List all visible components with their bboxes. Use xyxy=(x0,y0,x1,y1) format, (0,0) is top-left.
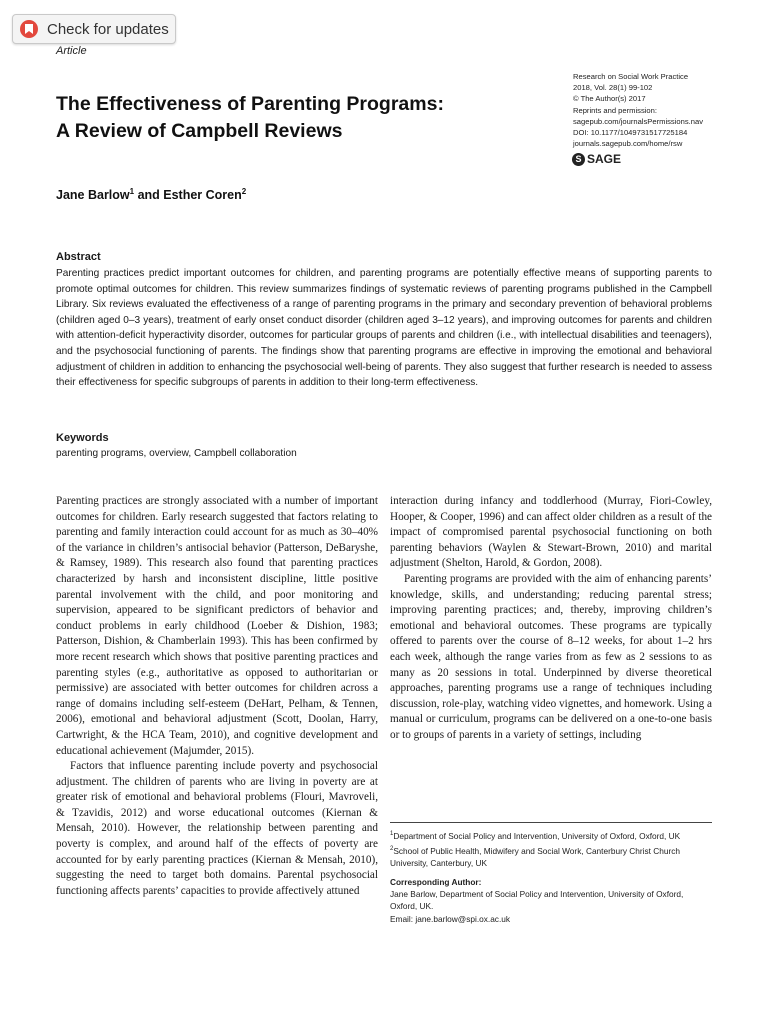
sage-logo-text: SAGE xyxy=(587,152,622,166)
check-for-updates-label: Check for updates xyxy=(47,20,169,38)
journal-name: Research on Social Work Practice xyxy=(573,72,689,81)
journal-doi[interactable]: DOI: 10.1177/1049731517725184 xyxy=(573,128,688,138)
footnotes xyxy=(390,829,712,928)
body-paragraph: Factors that influence parenting include poverty and psychosocial adjustment. The children of parents who are living in poverty are at greater risk of emotional and behavioral problems (Flouri, Mavroveli, & Tzavidis, 2012) and worse educational outcomes (Kiernan & Mensah, 2010). However, the relationship between parenting and poverty is complex, and around half of the effects of poverty are accounted for by early parenting practices (Kiernan & Mensah, 2010), suggesting the need to target both domains. Parental psychosocial functioning affects parents’ capacities to provide affectively attuned xyxy=(56,760,378,897)
journal-permissions-link[interactable]: sagepub.com/journalsPermissions.nav xyxy=(573,116,704,126)
article-title-line1: The Effectiveness of Parenting Programs: xyxy=(56,93,444,115)
journal-metadata xyxy=(573,71,743,149)
check-for-updates-button[interactable] xyxy=(12,14,176,44)
author-conjunction: and xyxy=(134,188,164,203)
author-name: Esther Coren xyxy=(163,188,242,203)
check-for-updates-icon xyxy=(19,19,39,39)
journal-volume: 2018, Vol. 28(1) 99-102 xyxy=(573,83,653,93)
affiliation-marker: 1 xyxy=(129,187,135,196)
sage-logo-icon: S xyxy=(572,153,585,166)
sage-logo xyxy=(572,152,621,166)
footnote-divider xyxy=(390,822,712,823)
footnote-marker: 2 xyxy=(390,846,394,853)
journal-copyright: © The Author(s) 2017 xyxy=(573,94,646,104)
article-title xyxy=(56,91,536,145)
keywords-text: parenting programs, overview, Campbell collaboration xyxy=(56,448,297,459)
keywords-heading: Keywords xyxy=(56,432,109,444)
body-paragraph: Parenting programs are provided with the aim of enhancing parents’ knowledge, skills, and understanding; reducing parental stress; improving parenting practices; and, thereby, improving children’s emotional and behavioral outcomes. These programs are typically offered to parents over the course of 8–12 weeks, for about 1–2 hrs each week, although the range varies from as few as 2 sessions to as many as 20 sessions in total. Underpinned by diverse theoretical approaches, parenting programs use a range of techniques including discussion, role-play, watching video vignettes, and homework. Using a manual or curriculum, programs can be delivered on a one-to-one basis or to groups of parents in a variety of settings, including xyxy=(390,572,712,741)
affiliation-footnote xyxy=(390,844,712,869)
affiliation-footnote xyxy=(390,829,712,842)
corresponding-author-text: Jane Barlow, Department of Social Policy and Intervention, University of Oxford, Oxford, UK. xyxy=(390,888,684,911)
corresponding-author-heading: Corresponding Author: xyxy=(390,877,482,888)
article-title-line2: A Review of Campbell Reviews xyxy=(56,120,343,142)
journal-reprints: Reprints and permission: xyxy=(573,105,657,115)
abstract-heading: Abstract xyxy=(56,251,101,263)
author-name: Jane Barlow xyxy=(56,188,130,203)
article-type-label: Article xyxy=(56,45,87,57)
body-column-right xyxy=(390,494,712,744)
affiliation-marker: 2 xyxy=(241,187,247,196)
affiliation-text: School of Public Health, Midwifery and Social Work, Canterbury Christ Church University, Canterbury, UK xyxy=(390,846,681,868)
footnote-marker: 1 xyxy=(390,831,394,837)
body-paragraph: interaction during infancy and toddlerhood (Murray, Fiori-Cowley, Hooper, & Cooper, 1996) and can affect older children as a result of the impact of compromised parental psychosocial functioning on both parenting behaviors (Waylen & Stewart-Brown, 2010) and marital adjustment (Shelton, Harold, & Gordon, 2008). xyxy=(390,495,712,570)
corresponding-author-email[interactable]: Email: jane.barlow@spi.ox.ac.uk xyxy=(390,914,511,925)
body-paragraph: Parenting practices are strongly associated with a number of important outcomes for children. Early research suggested that factors relating to parenting and family interaction could account for as much as 30–40% of the variance in children’s antisocial behavior (Patterson, DeBaryshe, & Ramsey, 1989). This research also found that parenting practices characterized by harsh and inconsistent discipline, little positive parental involvement with the child, and poor monitoring and supervision, appeared to be significant predictors of behavior and conduct problems in early childhood (Loeber & Dishion, 1983; Patterson, Dishion, & Chamberlain 1993). This has been confirmed by more recent research which shows that positive parenting practices and parenting styles (e.g., authoritative as opposed to authoritarian or permissive) are associated with better outcomes for children across a range of domains including self-esteem (DeHart, Pelham, & Tennen, 2006), emotional and behavioral adjustment (Scott, Doolan, Harry, Cartwright, & the HCA Team, 2010), and cognitive development and educational achievement (Majumder, 2015). xyxy=(56,495,378,757)
abstract-text: Parenting practices predict important outcomes for children, and parenting programs are potentially effective means of supporting parents to promote optimal outcomes for children. This review summarizes findings of systematic reviews of parenting programs published in the Campbell Library. Six reviews evaluated the effectiveness of a range of parenting programs in the primary and secondary prevention of behavioral problems (children aged 0–3 years), treatment of early onset conduct disorder (children aged 3–12 years), and improving outcomes for parents and children with attention-deficit hyperactivity disorder, outcomes for particular groups of parents and children (i.e., with intellectual disabilities and teenagers), and the psychosocial functioning of parents. The findings show that parenting programs are effective in improving the emotional and behavioral adjustment of children in addition to enhancing the psychosocial well-being of parents. They also suggest that further research is needed to assess their effectiveness for specific subgroups of parents in addition to their long-term effectiveness. xyxy=(56,268,712,389)
journal-home-link[interactable]: journals.sagepub.com/home/rsw xyxy=(573,139,683,149)
author-list xyxy=(56,187,246,202)
body-column-left xyxy=(56,494,378,899)
affiliation-text: Department of Social Policy and Intervention, University of Oxford, Oxford, UK xyxy=(393,830,681,841)
